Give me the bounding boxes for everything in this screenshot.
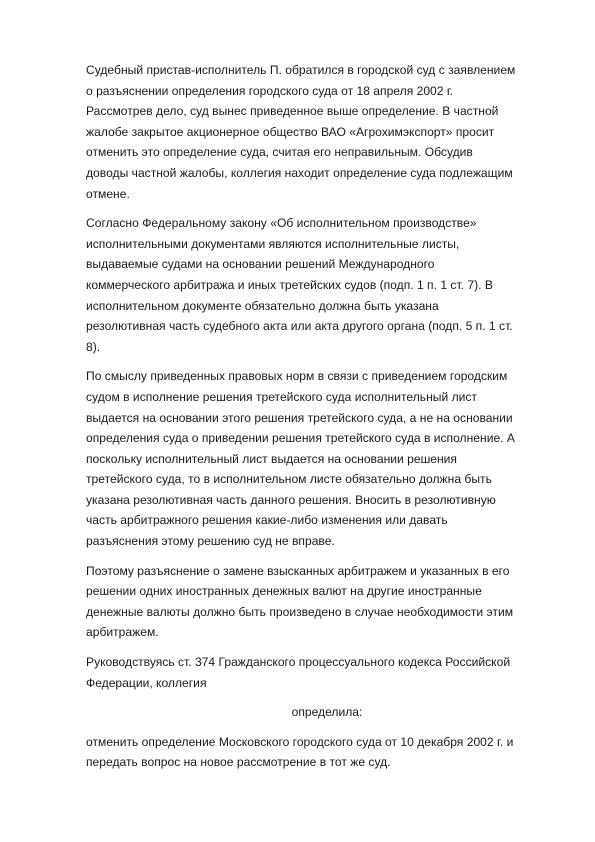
text-line: решении одних иностранных денежных валют на другие иностранные [86, 584, 482, 599]
text-line: 8). [86, 339, 101, 354]
text-line: резолютивная часть судебного акта или акта другого органа (подп. 5 п. 1 ст. [86, 319, 513, 334]
text-line: отменить это определение суда, считая его неправильным. Обсудив [86, 145, 473, 160]
text-line: выдается на основании этого решения третейского суда, а не на основании [86, 410, 513, 425]
text-line: отменить определение Московского городского суда от 10 декабря 2002 г. и [86, 734, 514, 749]
text-line: разъяснения этому решению суд не вправе. [86, 534, 335, 549]
text-line: определения суда о приведении решения третейского суда в исполнение. А [86, 431, 515, 446]
document-page [86, 60, 556, 782]
text-line: арбитражем. [86, 625, 159, 640]
ruling-heading: определила: [291, 705, 363, 720]
text-line: Рассмотрев дело, суд вынес приведенное выше определение. В частной [86, 104, 499, 119]
text-line: Руководствуясь ст. 374 Гражданского процессуального кодекса Российской [86, 655, 511, 670]
text-line: исполнительном документе обязательно должна быть указана [86, 298, 439, 313]
text-line: судом в исполнение решения третейского суда исполнительный лист [86, 389, 477, 404]
text-line: указана резолютивная часть данного решения. Вносить в резолютивную [86, 492, 496, 507]
text-line: о разъяснении определения городского суда от 18 апреля 2002 г. [86, 83, 454, 98]
text-line: исполнительными документами являются исполнительные листы, [86, 236, 460, 251]
text-line: передать вопрос на новое рассмотрение в тот же суд. [86, 755, 391, 770]
paragraph-5 [86, 652, 556, 693]
ruling-paragraph [86, 732, 556, 773]
text-line: Поэтому разъяснение о замене взысканных арбитражем и указанных в его [86, 563, 510, 578]
text-line: жалобе закрытое акционерное общество ВАО «Агрохимэкспорт» просит [86, 124, 495, 139]
text-line: По смыслу приведенных правовых норм в связи с приведением городским [86, 369, 508, 384]
text-line: часть арбитражного решения какие-либо изменения или давать [86, 513, 448, 528]
paragraph-2 [86, 213, 556, 357]
text-line: Согласно Федеральному закону «Об исполнительном производстве» [86, 216, 477, 231]
text-line: коммерческого арбитража и иных третейских судов (подп. 1 п. 1 ст. 7). В [86, 277, 493, 292]
text-line: Федерации, коллегия [86, 675, 207, 690]
paragraph-3 [86, 366, 556, 551]
text-line: денежные валюты должно быть произведено в случае необходимости этим [86, 604, 514, 619]
text-line: доводы частной жалобы, коллегия находит определение суда подлежащим [86, 165, 513, 180]
text-line: поскольку исполнительный лист выдается на основании решения [86, 451, 457, 466]
text-line: третейского суда, то в исполнительном листе обязательно должна быть [86, 472, 492, 487]
text-line: отмене. [86, 186, 130, 201]
text-line: Судебный пристав-исполнитель П. обратился в городской суд с заявлением [86, 63, 516, 77]
text-line: выдаваемые судами на основании решений Международного [86, 257, 435, 272]
paragraph-4 [86, 561, 556, 643]
paragraph-1 [86, 60, 556, 204]
